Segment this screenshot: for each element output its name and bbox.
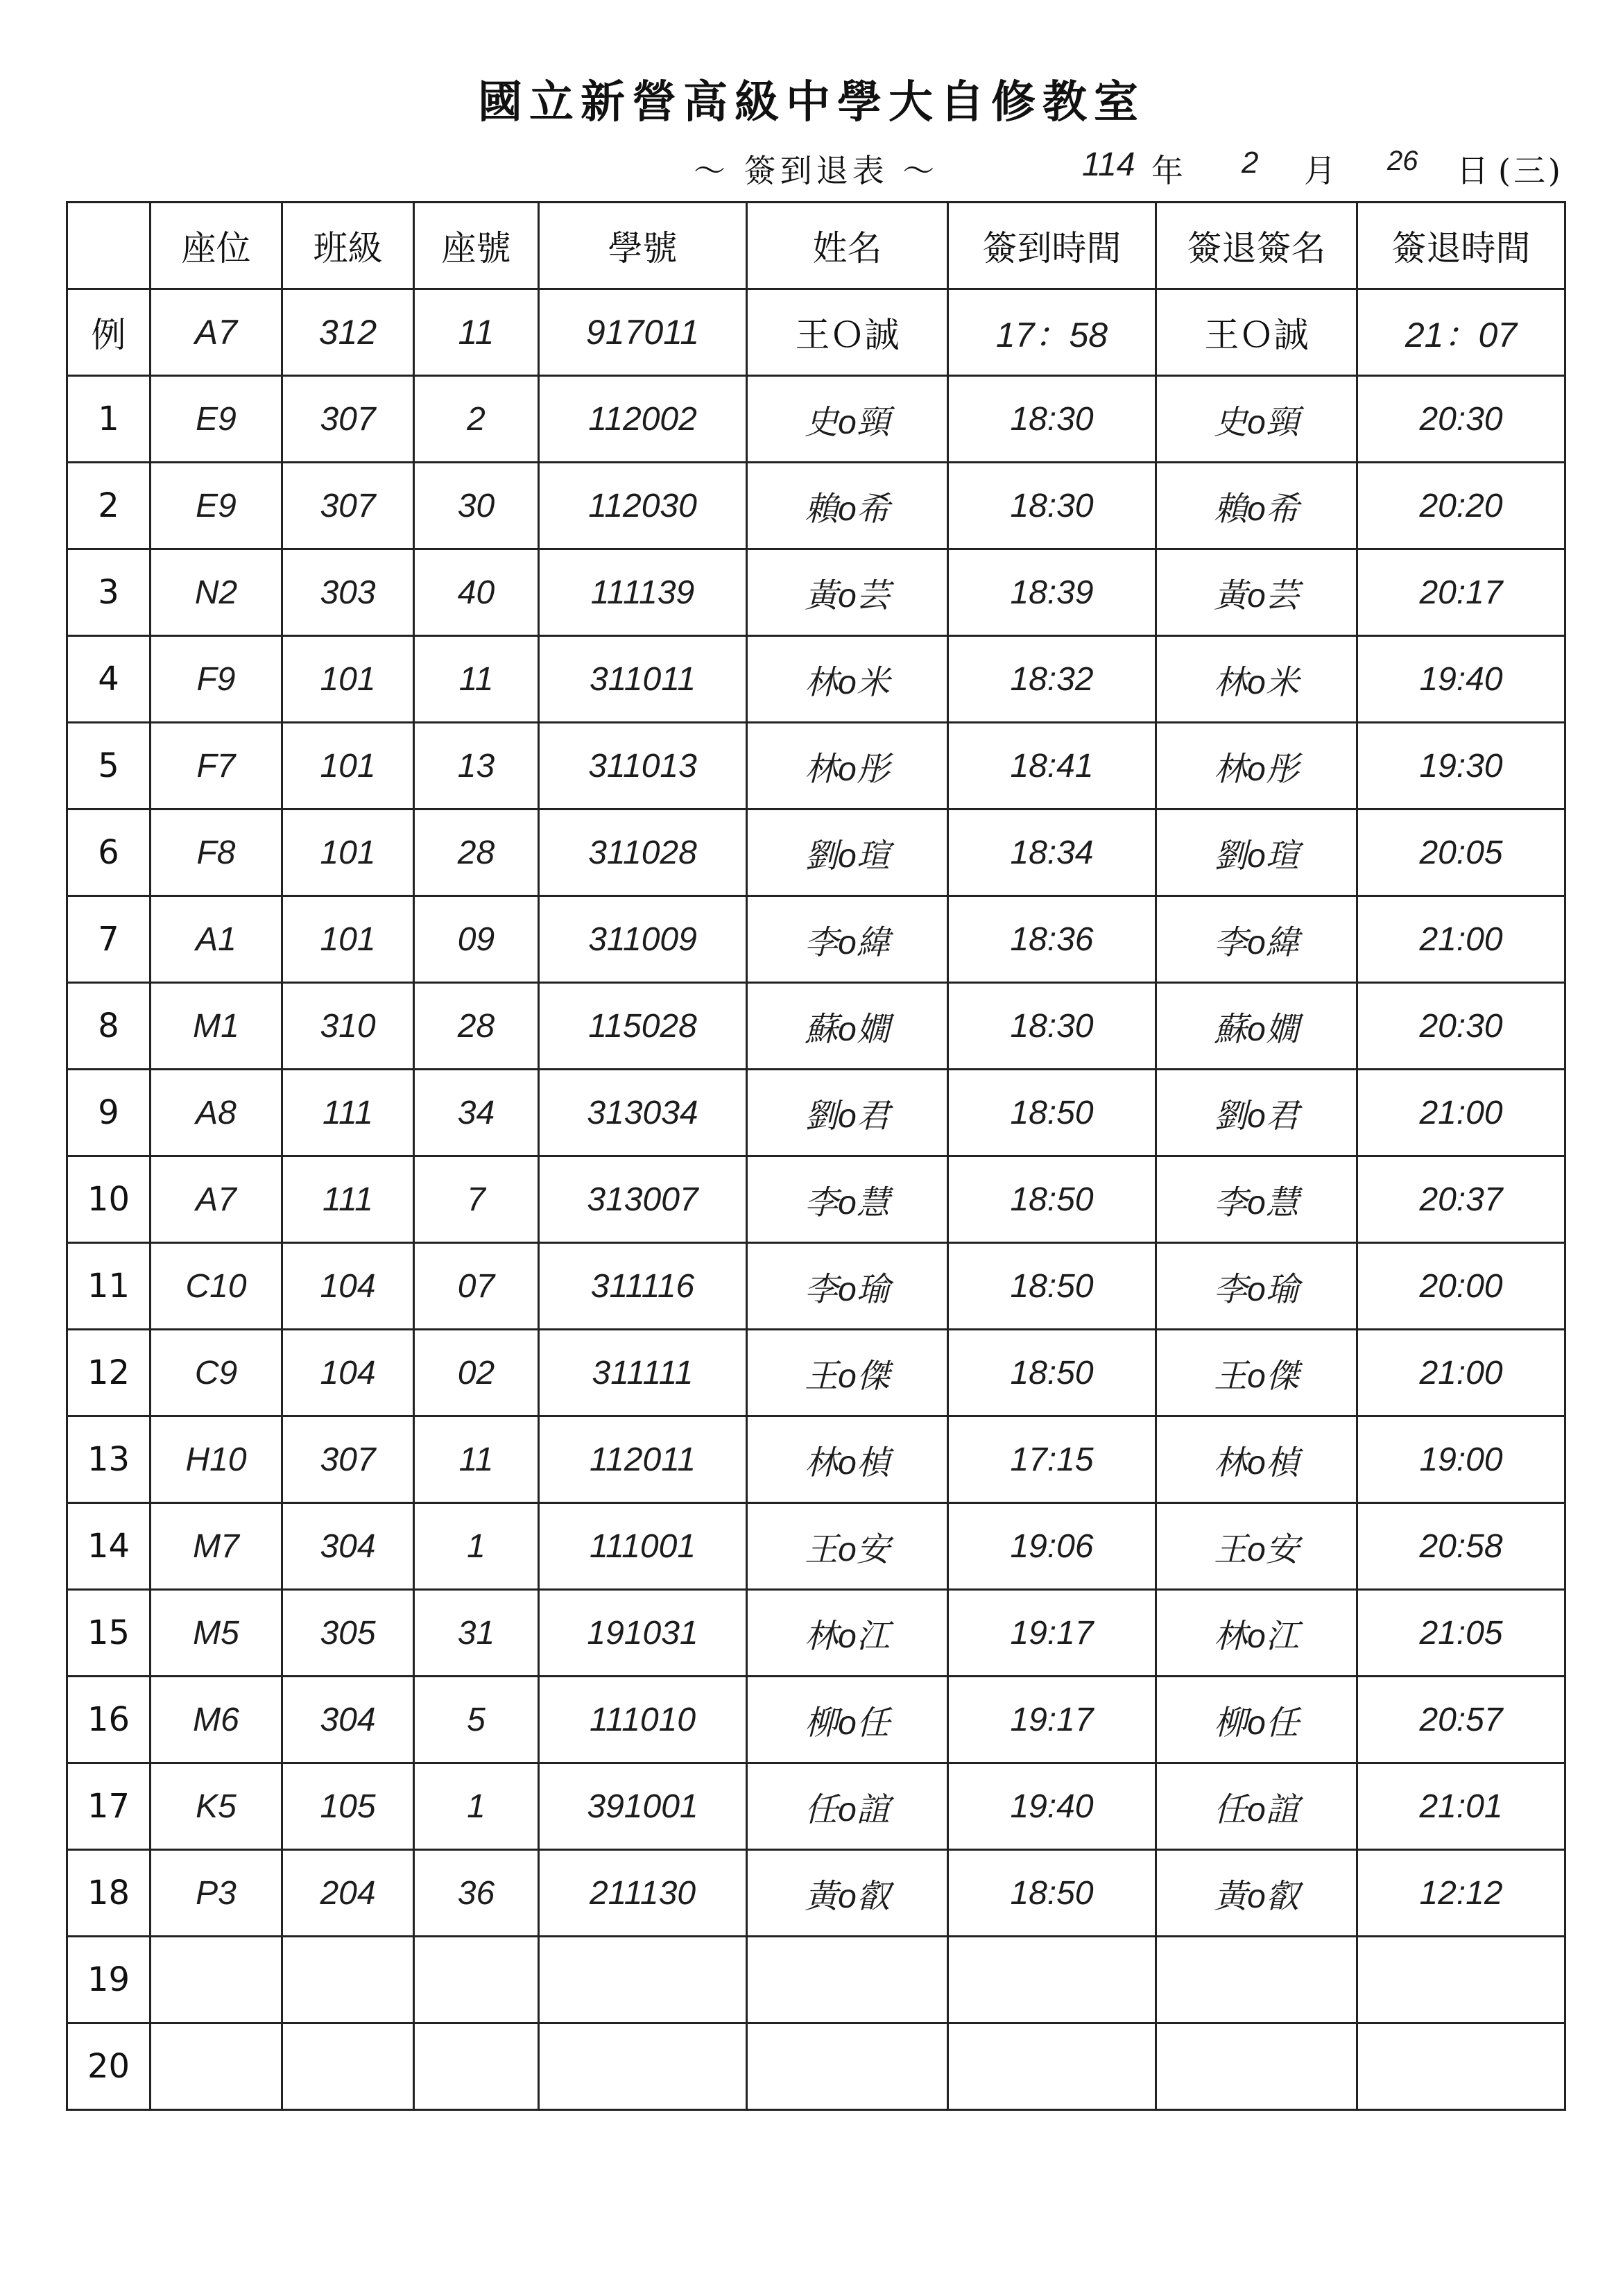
- cell-seat: A7: [151, 1156, 282, 1243]
- table-row: [67, 463, 1565, 549]
- example-class: 312: [282, 289, 414, 376]
- cell-class: 101: [282, 723, 414, 809]
- cell-name: 林o江: [747, 1590, 948, 1677]
- cell-name: [747, 2023, 948, 2110]
- cell-class: 305: [282, 1590, 414, 1677]
- example-student-id: 917011: [539, 289, 747, 376]
- table-row: [67, 809, 1565, 896]
- cell-sign-out-name: 林o彤: [1156, 723, 1357, 809]
- cell-name: 李o緯: [747, 896, 948, 983]
- date-year-value: 114: [1082, 146, 1135, 183]
- cell-name: 林o楨: [747, 1416, 948, 1503]
- cell-student-id: 311116: [539, 1243, 747, 1330]
- date-year-label: 年: [1151, 152, 1183, 189]
- cell-sign-in: 18:50: [948, 1156, 1156, 1243]
- cell-seat: H10: [151, 1416, 282, 1503]
- cell-seat-no: 13: [414, 723, 539, 809]
- cell-seat: C9: [151, 1330, 282, 1416]
- cell-class: 101: [282, 809, 414, 896]
- header-student-id: 學號: [539, 203, 747, 289]
- table-row: [67, 2023, 1565, 2110]
- header-sign-in-time: 簽到時間: [948, 203, 1156, 289]
- cell-seat: F9: [151, 636, 282, 723]
- cell-index: 10: [67, 1156, 151, 1243]
- cell-seat: C10: [151, 1243, 282, 1330]
- cell-sign-out: 20:30: [1357, 376, 1565, 463]
- cell-sign-in: 19:40: [948, 1763, 1156, 1850]
- cell-name: 李o瑜: [747, 1243, 948, 1330]
- cell-student-id: 311013: [539, 723, 747, 809]
- cell-student-id: 112011: [539, 1416, 747, 1503]
- table-row: [67, 1070, 1565, 1156]
- cell-sign-out: [1357, 2023, 1565, 2110]
- cell-sign-in: 18:50: [948, 1330, 1156, 1416]
- cell-sign-in: 18:30: [948, 376, 1156, 463]
- cell-student-id: 311028: [539, 809, 747, 896]
- cell-student-id: 191031: [539, 1590, 747, 1677]
- cell-sign-in: 18:50: [948, 1850, 1156, 1937]
- cell-seat-no: [414, 1937, 539, 2023]
- cell-sign-out-name: 蘇o嫺: [1156, 983, 1357, 1070]
- cell-seat: E9: [151, 463, 282, 549]
- header-name: 姓名: [747, 203, 948, 289]
- cell-class: 105: [282, 1763, 414, 1850]
- cell-index: 15: [67, 1590, 151, 1677]
- cell-seat-no: 1: [414, 1763, 539, 1850]
- example-sign-out-name: 王Ｏ誠: [1156, 289, 1357, 376]
- cell-seat: F8: [151, 809, 282, 896]
- date-day-label: 日: [1457, 152, 1488, 189]
- table-row: [67, 549, 1565, 636]
- cell-seat: F7: [151, 723, 282, 809]
- subtitle-row: [0, 146, 1623, 201]
- cell-class: 303: [282, 549, 414, 636]
- table-row: [67, 983, 1565, 1070]
- cell-class: 307: [282, 376, 414, 463]
- cell-name: 王o傑: [747, 1330, 948, 1416]
- date-weekday: (三): [1498, 152, 1563, 189]
- cell-sign-out: 21:00: [1357, 896, 1565, 983]
- cell-seat: [151, 1937, 282, 2023]
- cell-sign-in: 19:17: [948, 1677, 1156, 1763]
- table-row: [67, 636, 1565, 723]
- cell-name: 林o彤: [747, 723, 948, 809]
- cell-student-id: 313007: [539, 1156, 747, 1243]
- cell-sign-out-name: 柳o任: [1156, 1677, 1357, 1763]
- cell-seat-no: 28: [414, 809, 539, 896]
- cell-sign-out: 20:57: [1357, 1677, 1565, 1763]
- example-row: [67, 289, 1565, 376]
- cell-seat: E9: [151, 376, 282, 463]
- cell-sign-in: [948, 2023, 1156, 2110]
- cell-sign-out-name: 李o瑜: [1156, 1243, 1357, 1330]
- cell-student-id: 115028: [539, 983, 747, 1070]
- table-row: [67, 1330, 1565, 1416]
- cell-class: [282, 2023, 414, 2110]
- cell-name: [747, 1937, 948, 2023]
- table-row: [67, 1503, 1565, 1590]
- cell-class: 310: [282, 983, 414, 1070]
- table-row: [67, 1156, 1565, 1243]
- cell-class: 104: [282, 1243, 414, 1330]
- cell-student-id: [539, 2023, 747, 2110]
- cell-student-id: 211130: [539, 1850, 747, 1937]
- cell-seat-no: [414, 2023, 539, 2110]
- table-row: [67, 1590, 1565, 1677]
- cell-sign-in: [948, 1937, 1156, 2023]
- cell-seat-no: 11: [414, 1416, 539, 1503]
- cell-sign-out: 20:17: [1357, 549, 1565, 636]
- cell-seat: A1: [151, 896, 282, 983]
- cell-sign-in: 18:50: [948, 1070, 1156, 1156]
- cell-seat: M6: [151, 1677, 282, 1763]
- cell-sign-in: 17:15: [948, 1416, 1156, 1503]
- cell-seat-no: 2: [414, 376, 539, 463]
- cell-sign-in: 18:41: [948, 723, 1156, 809]
- cell-index: 7: [67, 896, 151, 983]
- cell-sign-out-name: 林o江: [1156, 1590, 1357, 1677]
- cell-student-id: 311111: [539, 1330, 747, 1416]
- cell-student-id: [539, 1937, 747, 2023]
- cell-sign-out-name: 黃o芸: [1156, 549, 1357, 636]
- cell-seat: M7: [151, 1503, 282, 1590]
- cell-index: 2: [67, 463, 151, 549]
- cell-seat: M5: [151, 1590, 282, 1677]
- cell-sign-out-name: 王o傑: [1156, 1330, 1357, 1416]
- cell-seat: A8: [151, 1070, 282, 1156]
- cell-seat-no: 40: [414, 549, 539, 636]
- cell-seat-no: 28: [414, 983, 539, 1070]
- cell-name: 王o安: [747, 1503, 948, 1590]
- cell-sign-out: 21:00: [1357, 1070, 1565, 1156]
- cell-sign-out: [1357, 1937, 1565, 2023]
- cell-sign-out-name: 王o安: [1156, 1503, 1357, 1590]
- cell-seat-no: 7: [414, 1156, 539, 1243]
- cell-student-id: 111139: [539, 549, 747, 636]
- cell-sign-out-name: 任o誼: [1156, 1763, 1357, 1850]
- cell-index: 13: [67, 1416, 151, 1503]
- cell-seat-no: 02: [414, 1330, 539, 1416]
- cell-sign-out-name: [1156, 1937, 1357, 2023]
- cell-seat: M1: [151, 983, 282, 1070]
- cell-sign-in: 19:06: [948, 1503, 1156, 1590]
- subtitle: ～ 簽到退表 ～: [694, 152, 939, 189]
- cell-class: 111: [282, 1070, 414, 1156]
- cell-sign-out-name: 黃o叡: [1156, 1850, 1357, 1937]
- cell-index: 1: [67, 376, 151, 463]
- table-row: [67, 1677, 1565, 1763]
- cell-sign-out: 20:37: [1357, 1156, 1565, 1243]
- cell-sign-in: 18:30: [948, 983, 1156, 1070]
- cell-class: 101: [282, 896, 414, 983]
- cell-index: 4: [67, 636, 151, 723]
- cell-class: 111: [282, 1156, 414, 1243]
- cell-sign-out: 20:00: [1357, 1243, 1565, 1330]
- example-name: 王Ｏ誠: [747, 289, 948, 376]
- table-header-row: [67, 203, 1565, 289]
- header-sign-out-name: 簽退簽名: [1156, 203, 1357, 289]
- cell-name: 李o慧: [747, 1156, 948, 1243]
- cell-index: 11: [67, 1243, 151, 1330]
- cell-sign-out-name: 劉o君: [1156, 1070, 1357, 1156]
- cell-name: 黃o芸: [747, 549, 948, 636]
- cell-sign-out: 19:00: [1357, 1416, 1565, 1503]
- cell-sign-out-name: [1156, 2023, 1357, 2110]
- cell-class: 304: [282, 1677, 414, 1763]
- header-seat-no: 座號: [414, 203, 539, 289]
- cell-class: [282, 1937, 414, 2023]
- example-sign-out: 21：07: [1357, 289, 1565, 376]
- cell-sign-out: 20:58: [1357, 1503, 1565, 1590]
- cell-index: 9: [67, 1070, 151, 1156]
- cell-class: 307: [282, 463, 414, 549]
- cell-index: 19: [67, 1937, 151, 2023]
- sign-in-table: [66, 201, 1566, 2111]
- table-row: [67, 1243, 1565, 1330]
- table-row: [67, 896, 1565, 983]
- cell-sign-out-name: 劉o瑄: [1156, 809, 1357, 896]
- cell-name: 林o米: [747, 636, 948, 723]
- cell-student-id: 111010: [539, 1677, 747, 1763]
- cell-index: 20: [67, 2023, 151, 2110]
- cell-sign-in: 19:17: [948, 1590, 1156, 1677]
- date-month-label: 月: [1304, 152, 1336, 189]
- table-row: [67, 1937, 1565, 2023]
- cell-index: 12: [67, 1330, 151, 1416]
- header-sign-out-time: 簽退時間: [1357, 203, 1565, 289]
- cell-sign-out: 21:00: [1357, 1330, 1565, 1416]
- cell-class: 104: [282, 1330, 414, 1416]
- cell-seat-no: 36: [414, 1850, 539, 1937]
- page-title: 國立新營高級中學大自修教室: [478, 76, 1145, 128]
- cell-name: 劉o君: [747, 1070, 948, 1156]
- cell-student-id: 313034: [539, 1070, 747, 1156]
- cell-student-id: 112002: [539, 376, 747, 463]
- header-seat: 座位: [151, 203, 282, 289]
- cell-sign-out-name: 林o米: [1156, 636, 1357, 723]
- table-row: [67, 1763, 1565, 1850]
- example-sign-in: 17：58: [948, 289, 1156, 376]
- table-row: [67, 1416, 1565, 1503]
- date-month-value: 2: [1242, 146, 1259, 180]
- cell-sign-out: 19:30: [1357, 723, 1565, 809]
- cell-name: 史o頸: [747, 376, 948, 463]
- cell-seat: N2: [151, 549, 282, 636]
- cell-index: 5: [67, 723, 151, 809]
- cell-sign-out-name: 李o緯: [1156, 896, 1357, 983]
- table-row: [67, 376, 1565, 463]
- cell-name: 任o誼: [747, 1763, 948, 1850]
- cell-sign-in: 18:39: [948, 549, 1156, 636]
- cell-name: 劉o瑄: [747, 809, 948, 896]
- cell-sign-out: 21:01: [1357, 1763, 1565, 1850]
- date-block: [1082, 146, 1568, 194]
- cell-seat-no: 09: [414, 896, 539, 983]
- cell-sign-out: 20:20: [1357, 463, 1565, 549]
- cell-index: 16: [67, 1677, 151, 1763]
- cell-sign-out: 20:05: [1357, 809, 1565, 896]
- cell-sign-in: 18:32: [948, 636, 1156, 723]
- cell-seat-no: 31: [414, 1590, 539, 1677]
- example-index: 例: [67, 289, 151, 376]
- cell-sign-out-name: 賴o希: [1156, 463, 1357, 549]
- cell-sign-out: 20:30: [1357, 983, 1565, 1070]
- cell-seat-no: 34: [414, 1070, 539, 1156]
- cell-student-id: 112030: [539, 463, 747, 549]
- cell-name: 賴o希: [747, 463, 948, 549]
- cell-sign-out: 12:12: [1357, 1850, 1565, 1937]
- header-class: 班級: [282, 203, 414, 289]
- cell-seat-no: 5: [414, 1677, 539, 1763]
- date-day-value: 26: [1387, 146, 1418, 176]
- cell-sign-in: 18:36: [948, 896, 1156, 983]
- example-seat: A7: [151, 289, 282, 376]
- cell-seat-no: 1: [414, 1503, 539, 1590]
- cell-sign-out-name: 李o慧: [1156, 1156, 1357, 1243]
- cell-sign-out-name: 林o楨: [1156, 1416, 1357, 1503]
- cell-class: 304: [282, 1503, 414, 1590]
- table-row: [67, 723, 1565, 809]
- cell-class: 307: [282, 1416, 414, 1503]
- cell-sign-in: 18:30: [948, 463, 1156, 549]
- cell-student-id: 311011: [539, 636, 747, 723]
- cell-sign-out: 21:05: [1357, 1590, 1565, 1677]
- cell-index: 3: [67, 549, 151, 636]
- cell-index: 8: [67, 983, 151, 1070]
- cell-seat-no: 11: [414, 636, 539, 723]
- cell-student-id: 311009: [539, 896, 747, 983]
- cell-seat-no: 07: [414, 1243, 539, 1330]
- cell-name: 柳o任: [747, 1677, 948, 1763]
- cell-sign-out: 19:40: [1357, 636, 1565, 723]
- cell-index: 14: [67, 1503, 151, 1590]
- header-index: [67, 203, 151, 289]
- table-row: [67, 1850, 1565, 1937]
- cell-seat-no: 30: [414, 463, 539, 549]
- cell-index: 18: [67, 1850, 151, 1937]
- cell-seat: P3: [151, 1850, 282, 1937]
- cell-student-id: 111001: [539, 1503, 747, 1590]
- cell-sign-in: 18:34: [948, 809, 1156, 896]
- cell-class: 204: [282, 1850, 414, 1937]
- example-seat-no: 11: [414, 289, 539, 376]
- cell-seat: K5: [151, 1763, 282, 1850]
- cell-sign-out-name: 史o頸: [1156, 376, 1357, 463]
- cell-name: 黃o叡: [747, 1850, 948, 1937]
- cell-name: 蘇o嫺: [747, 983, 948, 1070]
- cell-index: 17: [67, 1763, 151, 1850]
- cell-index: 6: [67, 809, 151, 896]
- cell-class: 101: [282, 636, 414, 723]
- cell-sign-in: 18:50: [948, 1243, 1156, 1330]
- cell-student-id: 391001: [539, 1763, 747, 1850]
- cell-seat: [151, 2023, 282, 2110]
